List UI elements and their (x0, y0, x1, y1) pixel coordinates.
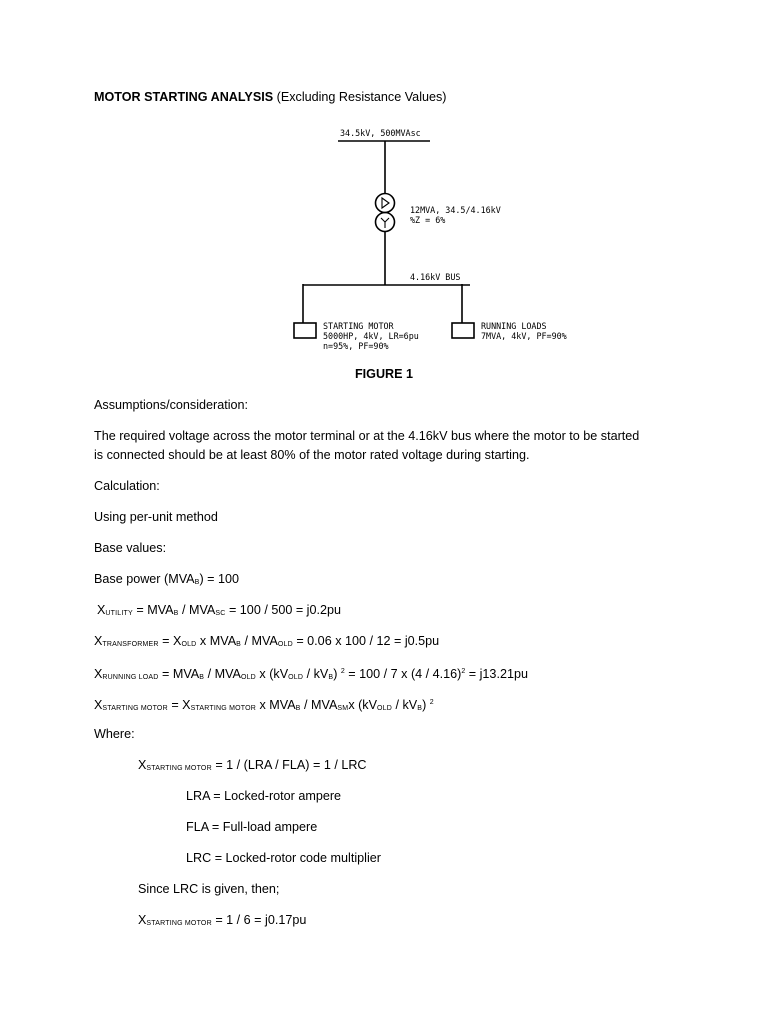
definition-lrc: LRC = Locked-rotor code multiplier (186, 851, 381, 865)
starting-motor-label-line2: 5000HP, 4kV, LR=6pu (323, 331, 419, 341)
transformer-label-line2: %Z = 6% (410, 215, 446, 225)
one-line-diagram (288, 122, 578, 362)
requirement-line-1: The required voltage across the motor terminal or at the 4.16kV bus where the motor to be started (94, 429, 640, 443)
running-loads-label-line2: 7MVA, 4kV, PF=90% (481, 331, 567, 341)
equation-x-starting-final: $X_{STARTING MOTOR} = 1 / 6 = j0.17pu$ (138, 913, 307, 927)
definition-lra: LRA = Locked-rotor ampere (186, 789, 342, 803)
running-loads-label-line1: RUNNING LOADS (481, 321, 547, 331)
starting-motor-label-line1: STARTING MOTOR (323, 321, 394, 331)
requirement-line-2: is connected should be at least 80% of the motor rated voltage during starting. (94, 448, 530, 462)
equation-base-power: Base power $(MVA_B) = 100$ (94, 572, 239, 586)
equation-x-transformer: $X_{TRANSFORMER} = X_{OLD}$ x $MVA_B / MVA_{OLD} = 0.06$ x 100 / 12 = j0.5pu (94, 634, 440, 648)
transformer-label-line1: 12MVA, 34.5/4.16kV (410, 205, 501, 215)
equation-x-utility: $X_{UTILITY} = MVA_B / MVA_{SC} = 100 / 500 = j0.2pu$ (97, 603, 341, 617)
equation-x-running-load: $X_{RUNNING LOAD} = MVA_B / MVA_{OLD}$ x $(kV_{OLD} / kV_B) ^2 = 100 / 7$ x (4 / 4.16)$^2$ = j13.21pu (94, 667, 528, 681)
document-title (94, 89, 447, 105)
equation-x-starting-lrc: $X_{STARTING MOTOR} = 1 / (LRA / FLA) = 1$ / LRC (138, 758, 367, 772)
since-line: Since LRC is given, then; (138, 882, 280, 896)
where-heading: Where: (94, 727, 135, 741)
title-subtitle: (Excluding Resistance Values) (276, 90, 447, 104)
bus-label: 4.16kV BUS (410, 272, 461, 282)
method-line: Using per-unit method (94, 510, 218, 524)
base-values-heading: Base values: (94, 541, 167, 555)
equation-x-starting-motor: $X_{STARTING MOTOR} = X_{STARTING MOTOR}$ x $MVA_B / MVA_{SM}x$ $(kV_{OLD} / kV_B)$ $^2$ (94, 698, 434, 712)
starting-motor-label-line3: n=95%, PF=90% (323, 341, 389, 351)
utility-label: 34.5kV, 500MVAsc (340, 128, 421, 138)
calculation-heading: Calculation: (94, 479, 160, 493)
assumptions-heading: Assumptions/consideration: (94, 398, 249, 412)
figure-caption: FIGURE 1 (354, 367, 414, 381)
title-bold: MOTOR STARTING ANALYSIS (94, 90, 274, 104)
definition-fla: FLA = Full-load ampere (186, 820, 318, 834)
